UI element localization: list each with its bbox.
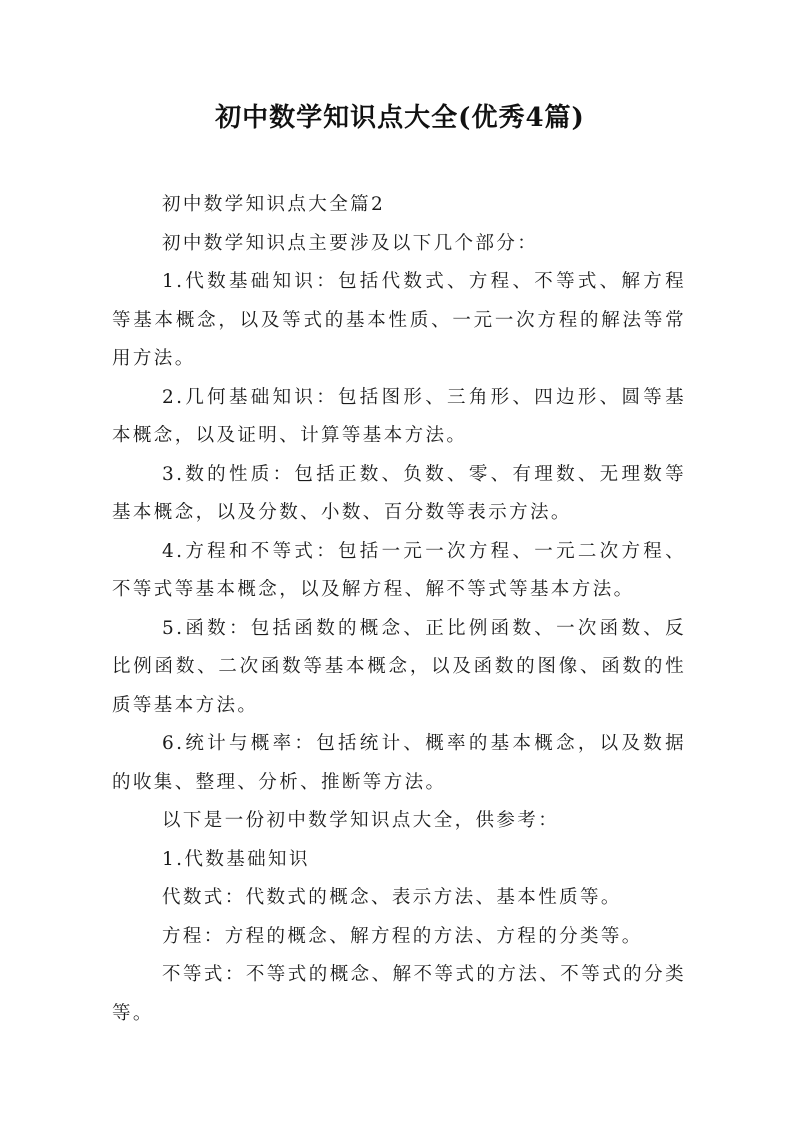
paragraph-intro: 初中数学知识点主要涉及以下几个部分： (162, 232, 539, 254)
paragraph-item-algebra: 1.代数基础知识：包括代数式、方程、不等式、解方程等基本概念，以及等式的基本性质、一元一次方程的解法等常用方法。 (112, 271, 686, 369)
paragraph-equation: 方程：方程的概念、解方程的方法、方程的分类等。 (162, 925, 643, 947)
paragraph-subheading-algebra: 1.代数基础知识 (162, 848, 310, 870)
document-body (112, 186, 686, 1033)
paragraph-inequality: 不等式：不等式的概念、解不等式的方法、不等式的分类等。 (112, 964, 686, 1024)
paragraph-item-geometry: 2.几何基础知识：包括图形、三角形、四边形、圆等基本概念，以及证明、计算等基本方法。 (112, 386, 686, 446)
paragraph-item-equations: 4.方程和不等式：包括一元一次方程、一元二次方程、不等式等基本概念，以及解方程、解不等式等基本方法。 (112, 540, 686, 600)
paragraph-algebraic-expression: 代数式：代数式的概念、表示方法、基本性质等。 (162, 887, 622, 908)
paragraph-item-numbers: 3.数的性质：包括正数、负数、零、有理数、无理数等基本概念，以及分数、小数、百分数等表示方法。 (112, 463, 686, 523)
document-title: 初中数学知识点大全(优秀4篇) (215, 103, 585, 133)
paragraph-item-statistics: 6.统计与概率：包括统计、概率的基本概念，以及数据的收集、整理、分析、推断等方法。 (112, 733, 686, 793)
paragraph-reference-intro: 以下是一份初中数学知识点大全，供参考： (162, 810, 560, 831)
paragraph-section-heading: 初中数学知识点大全篇2 (162, 194, 386, 215)
paragraph-item-functions: 5.函数：包括函数的概念、正比例函数、一次函数、反比例函数、二次函数等基本概念，以及函数的图像、函数的性质等基本方法。 (112, 617, 686, 716)
